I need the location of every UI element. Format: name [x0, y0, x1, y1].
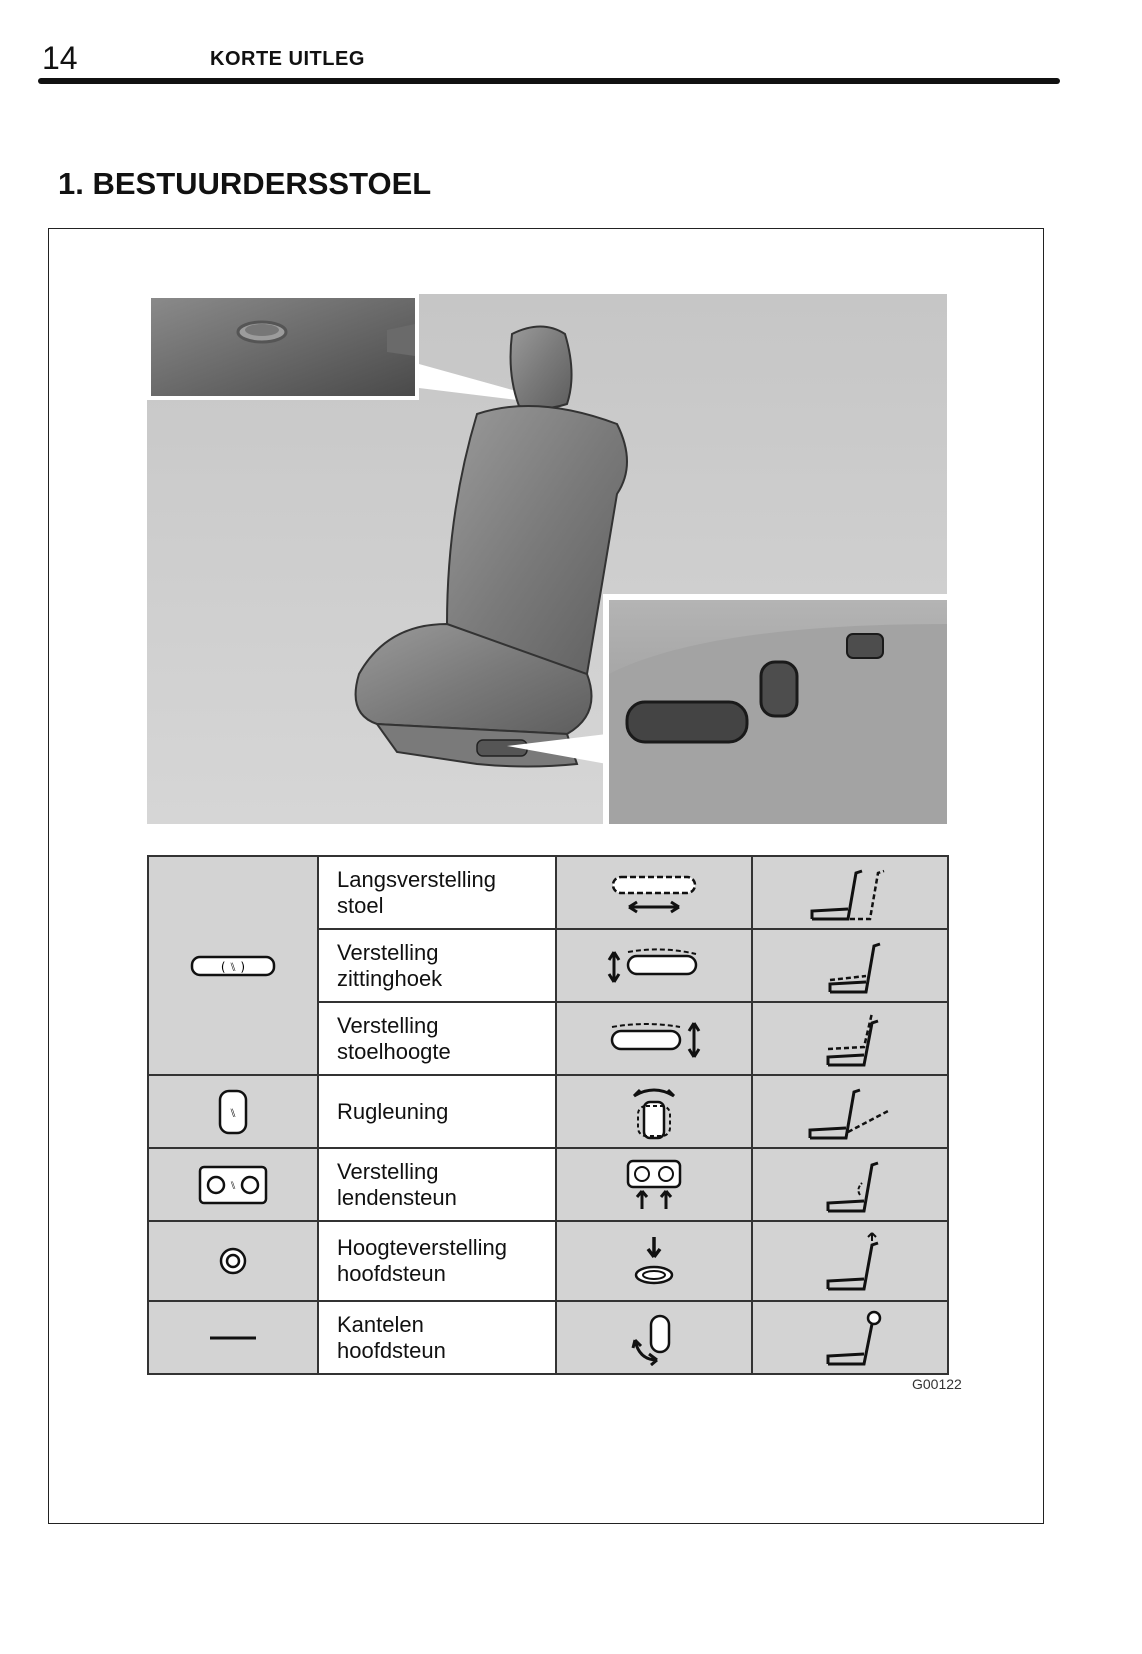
row-label-line1: Verstelling [337, 1158, 439, 1184]
lumbar-switch-cell [148, 1148, 318, 1221]
chapter-title: KORTE UITLEG [210, 48, 365, 70]
row-label-cell [318, 1301, 556, 1374]
seat-pictogram-cell [752, 929, 948, 1002]
row-label-cell [318, 1148, 556, 1221]
backrest-switch-cell [148, 1075, 318, 1148]
seat-illustration [147, 294, 947, 824]
headrest-tilt-icon [800, 1308, 900, 1368]
seat-switch-cell [148, 856, 318, 1075]
row-label-line1: Langsverstelling [337, 866, 496, 892]
control-pictogram-cell [556, 929, 752, 1002]
control-pictogram-cell [556, 856, 752, 929]
headrest-button-icon [218, 1246, 248, 1276]
lumbar-support-icon [800, 1155, 900, 1215]
table-row [148, 856, 948, 929]
page-number: 14 [42, 40, 78, 76]
backrest-control-icon [624, 1082, 684, 1142]
row-label-cell [318, 1221, 556, 1301]
row-label-line1: Hoogteverstelling [337, 1235, 507, 1260]
headrest-height-icon [800, 1229, 900, 1293]
row-label-cell [318, 1075, 556, 1148]
headrest-height-control-icon [629, 1233, 679, 1289]
seat-pictogram-cell [752, 1075, 948, 1148]
seat-pictogram-cell [752, 1221, 948, 1301]
lumbar-control-icon [624, 1157, 684, 1213]
dash-icon [208, 1333, 258, 1343]
control-pictogram-cell [556, 1075, 752, 1148]
table-row [148, 1221, 948, 1301]
row-label-cell [318, 929, 556, 1002]
row-label-cell [318, 856, 556, 929]
row-label-line1: Verstelling [337, 939, 439, 965]
seat-tilt-control-icon [606, 944, 702, 988]
seat-height-control-icon [606, 1017, 702, 1061]
control-pictogram-cell [556, 1148, 752, 1221]
seat-pictogram-cell [752, 856, 948, 929]
svg-text:⑊: ⑊ [229, 1178, 237, 1192]
tilt-dash-cell [148, 1301, 318, 1374]
row-label-cell [318, 1002, 556, 1075]
control-pictogram-cell [556, 1301, 752, 1374]
control-pictogram-cell [556, 1221, 752, 1301]
row-label-line2: zittinghoek [337, 965, 443, 991]
control-pictogram-cell [556, 1002, 752, 1075]
section-title: 1. BESTUURDERSSTOEL [58, 166, 432, 201]
row-label-line2: lendensteun [337, 1184, 457, 1210]
seat-slide-icon [800, 863, 900, 923]
row-label-line2: stoel [337, 892, 384, 918]
row-label-line1: Kantelen [337, 1311, 424, 1337]
header-rule [38, 78, 1060, 84]
seat-switch-icon [190, 955, 276, 977]
row-label-line1: Verstelling [337, 1012, 439, 1038]
figure-code: G00122 [912, 1376, 962, 1392]
lumbar-switch-icon [198, 1165, 268, 1205]
backrest-switch-icon [218, 1089, 248, 1135]
headrest-button-cell [148, 1221, 318, 1301]
table-row [148, 1301, 948, 1374]
seat-pictogram-cell [752, 1002, 948, 1075]
row-label-line1: Rugleuning [337, 1098, 449, 1124]
seat-pictogram-cell [752, 1148, 948, 1221]
headrest-tilt-control-icon [629, 1310, 679, 1366]
svg-text:( ⑊ ): ( ⑊ ) [220, 959, 246, 974]
row-label-line2: stoelhoogte [337, 1038, 451, 1064]
table-row [148, 1075, 948, 1148]
seat-cushion-tilt-icon [800, 936, 900, 996]
slide-control-icon [609, 871, 699, 915]
seat-height-icon [800, 1009, 900, 1069]
row-label-line2: hoofdsteun [337, 1261, 446, 1286]
seat-pictogram-cell [752, 1301, 948, 1374]
svg-text:⑊: ⑊ [229, 1105, 237, 1120]
controls-table [147, 855, 949, 1375]
table-row [148, 1148, 948, 1221]
backrest-recline-icon [800, 1082, 900, 1142]
row-label-line2: hoofdsteun [337, 1337, 446, 1363]
